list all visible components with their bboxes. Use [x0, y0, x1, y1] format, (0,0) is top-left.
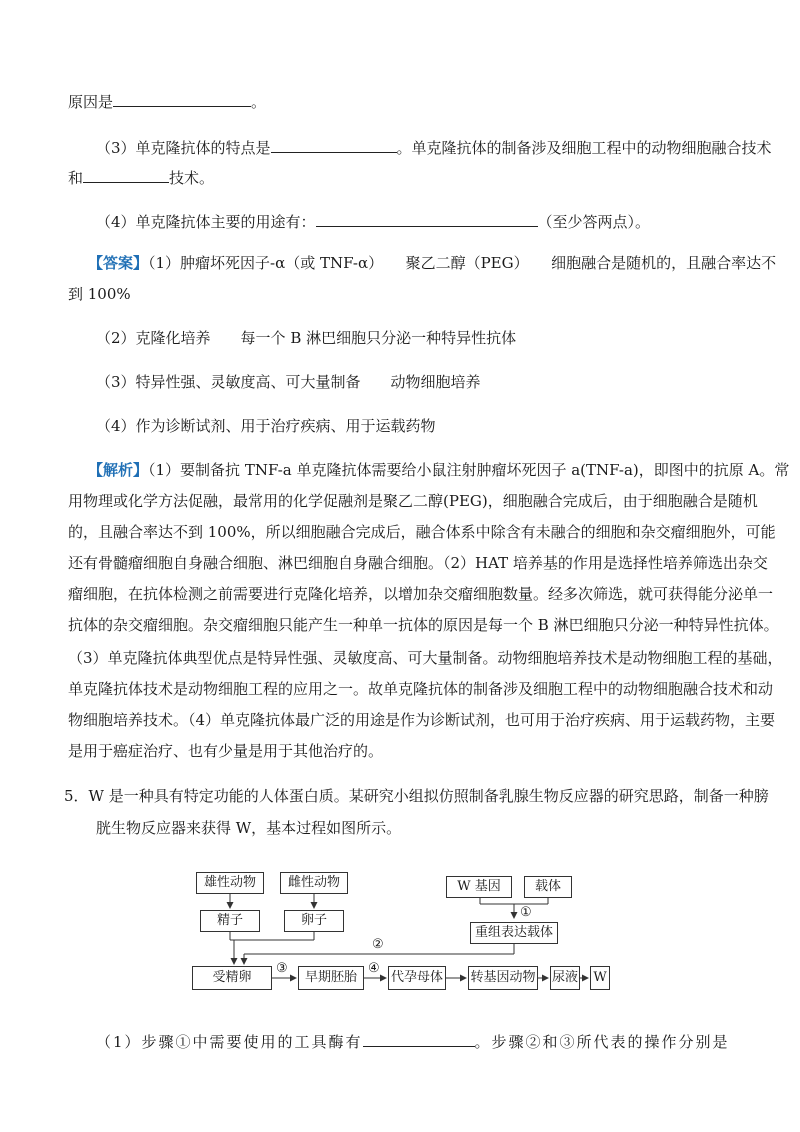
node-sperm: 精子: [200, 910, 260, 932]
node-transgenic-animal: 转基因动物: [468, 966, 538, 990]
step-1-label: ①: [520, 905, 532, 920]
node-female-animal: 雌性动物: [280, 872, 348, 894]
node-fertilized-egg: 受精卵: [192, 966, 272, 990]
explanation-line-7: （3）单克隆抗体典型优点是特异性强、灵敏度高、可大量制备。动物细胞培养技术是动物细胞工程的基础，: [68, 649, 783, 667]
node-vector: 载体: [524, 876, 572, 898]
explanation-line-4: 还有骨髓瘤细胞自身融合细胞、淋巴细胞自身融合细胞。（2）HAT 培养基的作用是选择性培养筛选出杂交: [68, 554, 768, 572]
explanation-line-10: 是用于癌症治疗、也有少量是用于其他治疗的。: [68, 742, 384, 760]
answer-blank[interactable]: [113, 90, 251, 107]
answer-line-2: （2）克隆化培养 每一个 B 淋巴细胞只分泌一种特异性抗体: [96, 329, 517, 347]
step-3-label: ③: [276, 961, 288, 976]
explanation-line-8: 单克隆抗体技术是动物细胞工程的应用之一。故单克隆抗体的制备涉及细胞工程中的动物细胞融合技术和动: [68, 680, 774, 698]
explanation-line-1: 【解析】（1）要制备抗 TNF-a 单克隆抗体需要给小鼠注射肿瘤坏死因子 a(TNF-a)，即图中的抗原 A。常: [88, 461, 790, 479]
node-egg: 卵子: [284, 910, 344, 932]
answer-line-3: （3）特异性强、灵敏度高、可大量制备 动物细胞培养: [96, 373, 481, 391]
explanation-line-3: 的，且融合率达不到 100%，所以细胞融合完成后，融合体系中除含有未融合的细胞和杂交瘤细胞外，可能: [68, 523, 776, 541]
question-5-line-2: 胱生物反应器来获得 W，基本过程如图所示。: [96, 819, 402, 837]
answer-blank[interactable]: [271, 136, 397, 153]
answer-line-1: 【答案】（1）肿瘤坏死因子-α（或 TNF-α） 聚乙二醇（PEG） 细胞融合是随机的，且融合率达不: [88, 254, 777, 272]
answer-line-4: （4）作为诊断试剂、用于治疗疾病、用于运载药物: [96, 417, 436, 435]
node-recombinant-vector: 重组表达载体: [470, 922, 558, 944]
question-5-sub-1: （1）步骤①中需要使用的工具酶有 。步骤②和③所代表的操作分别是: [96, 1030, 730, 1052]
q-line-3: 和 技术。: [68, 166, 214, 188]
node-early-embryo: 早期胚胎: [298, 966, 364, 990]
q-line-2: （3）单克隆抗体的特点是 。单克隆抗体的制备涉及细胞工程中的动物细胞融合技术: [96, 136, 772, 158]
node-male-animal: 雄性动物: [196, 872, 264, 894]
answer-blank[interactable]: [83, 166, 169, 183]
explanation-tag: 【解析】: [88, 461, 149, 479]
step-2-label: ②: [372, 937, 384, 952]
question-5-line-1: 5．W 是一种具有特定功能的人体蛋白质。某研究小组拟仿照制备乳腺生物反应器的研究思路，制备一种膀: [64, 787, 769, 805]
q-line-1: 原因是 。: [68, 90, 266, 112]
answer-tag: 【答案】: [88, 254, 149, 272]
node-surrogate-mother: 代孕母体: [388, 966, 446, 990]
node-w-protein: W: [590, 966, 610, 990]
explanation-line-9: 物细胞培养技术。（4）单克隆抗体最广泛的用途是作为诊断试剂，也可用于治疗疾病、用于运载药物，主要: [68, 711, 776, 729]
explanation-line-2: 用物理或化学方法促融，最常用的化学促融剂是聚乙二醇(PEG)，细胞融合完成后，由于细胞融合是随机: [68, 492, 758, 510]
answer-line-1b: 到 100%: [68, 285, 131, 303]
explanation-line-5: 瘤细胞，在抗体检测之前需要进行克隆化培养，以增加杂交瘤细胞数量。经多次筛选，就可获得能分泌单一: [68, 585, 774, 603]
node-urine: 尿液: [550, 966, 580, 990]
answer-blank[interactable]: [316, 210, 538, 227]
explanation-line-6: 抗体的杂交瘤细胞。杂交瘤细胞只能产生一种单一抗体的原因是每一个 B 淋巴细胞只分泌一种特异性抗体。: [68, 616, 779, 634]
q-line-4: （4）单克隆抗体主要的用途有： （至少答两点）。: [96, 210, 650, 232]
node-w-gene: W 基因: [446, 876, 512, 898]
answer-blank[interactable]: [363, 1030, 475, 1047]
step-4-label: ④: [368, 961, 380, 976]
process-diagram: [190, 868, 610, 998]
